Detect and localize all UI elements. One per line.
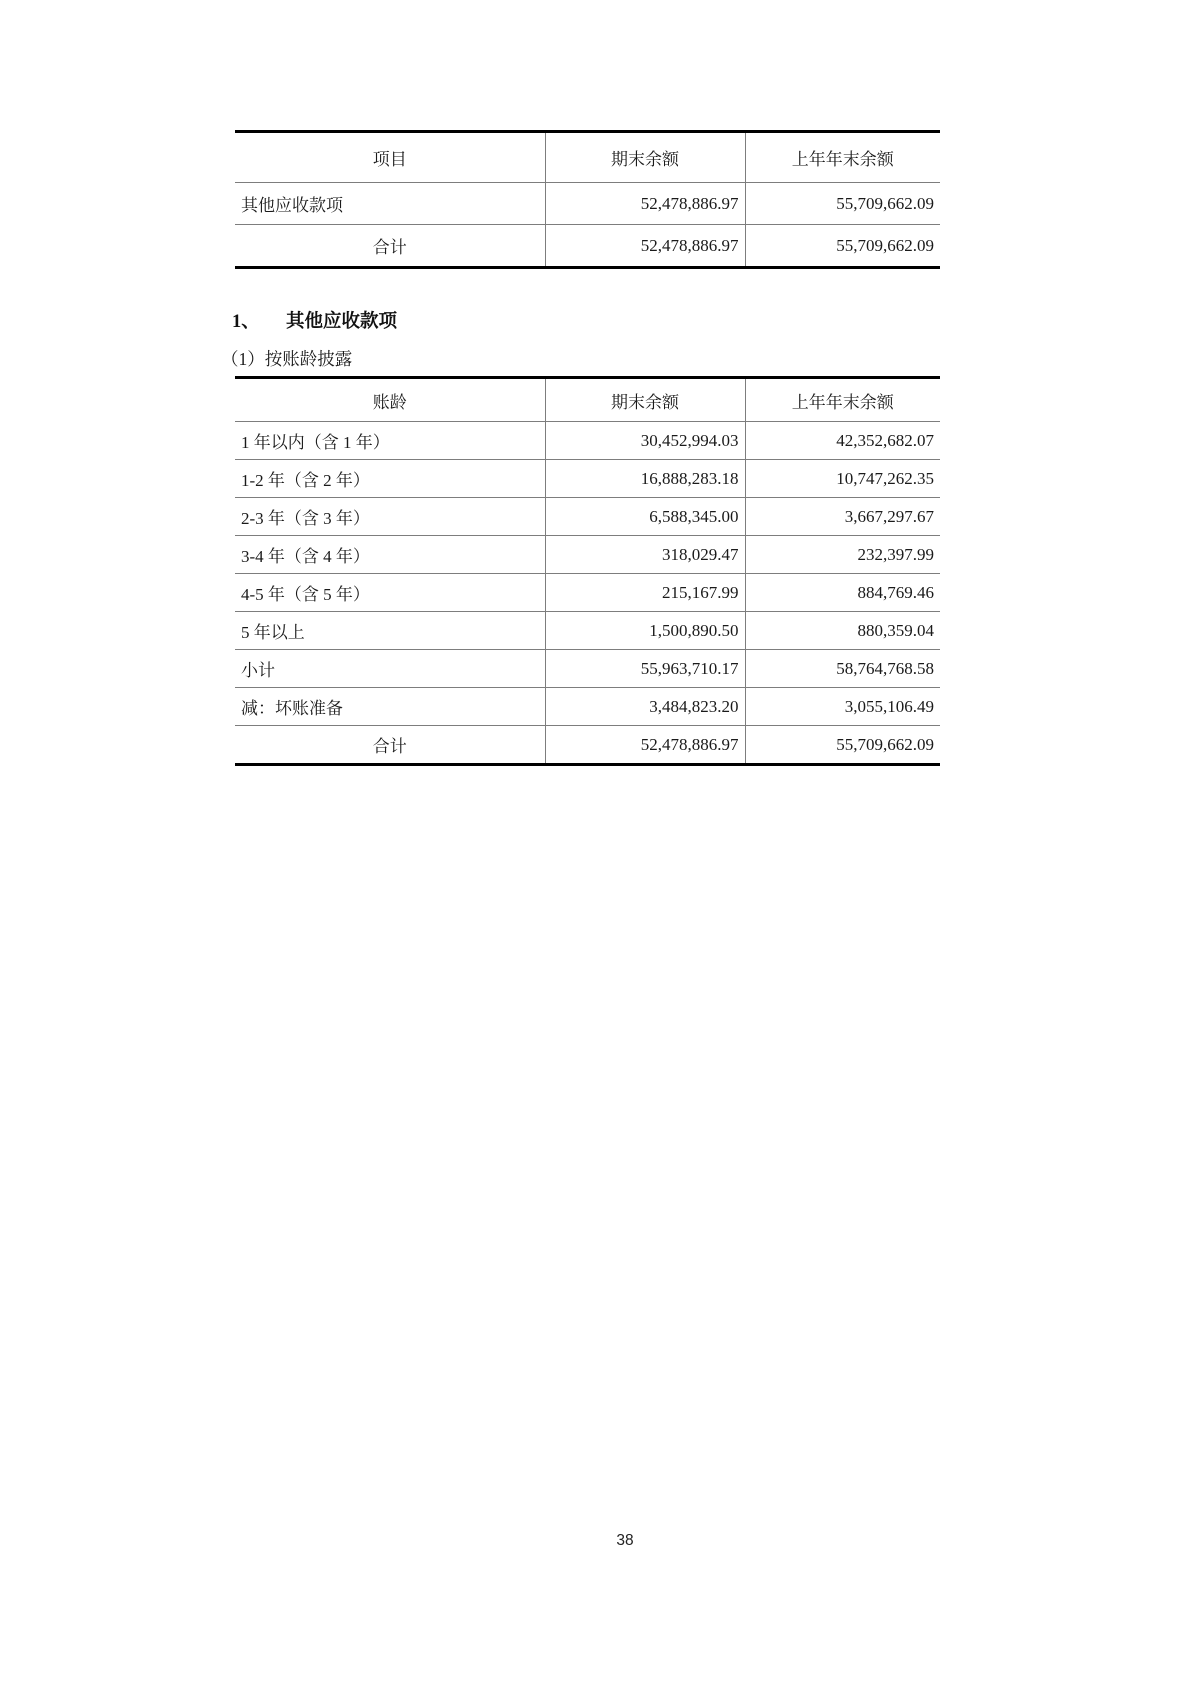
aging-table-header-row — [235, 378, 940, 422]
row-label: 减：坏账准备 — [235, 688, 545, 726]
prior-year-balance-value: 55,709,662.09 — [745, 225, 940, 268]
row-label: 5 年以上 — [235, 612, 545, 650]
row-label: 4-5 年（含 5 年） — [235, 574, 545, 612]
ending-balance-value: 16,888,283.18 — [545, 460, 745, 498]
ending-balance-value: 52,478,886.97 — [545, 225, 745, 268]
prior-year-balance-value: 55,709,662.09 — [745, 726, 940, 765]
prior-year-balance-value: 42,352,682.07 — [745, 422, 940, 460]
ending-balance-value: 3,484,823.20 — [545, 688, 745, 726]
ending-balance-value: 52,478,886.97 — [545, 726, 745, 765]
table-row — [235, 688, 940, 726]
table-row — [235, 498, 940, 536]
prior-year-balance-value: 880,359.04 — [745, 612, 940, 650]
summary-table-header-row — [235, 132, 940, 183]
prior-year-balance-value: 3,055,106.49 — [745, 688, 940, 726]
table-row — [235, 422, 940, 460]
ending-balance-value: 55,963,710.17 — [545, 650, 745, 688]
summary-table — [235, 130, 940, 269]
row-label: 3-4 年（含 4 年） — [235, 536, 545, 574]
page-number: 38 — [616, 1532, 634, 1549]
ending-balance-value: 1,500,890.50 — [545, 612, 745, 650]
prior-year-balance-value: 10,747,262.35 — [745, 460, 940, 498]
row-label: 其他应收款项 — [235, 183, 545, 225]
row-label: 合计 — [372, 737, 407, 756]
column-header-item: 项目 — [235, 132, 545, 183]
prior-year-balance-value: 3,667,297.67 — [745, 498, 940, 536]
prior-year-balance-value: 884,769.46 — [745, 574, 940, 612]
column-header-ending-balance: 期末余额 — [545, 132, 745, 183]
ending-balance-value: 318,029.47 — [545, 536, 745, 574]
prior-year-balance-value: 232,397.99 — [745, 536, 940, 574]
aging-table — [235, 376, 940, 766]
table-row — [235, 612, 940, 650]
row-label: 合计 — [372, 238, 407, 257]
row-label: 1-2 年（含 2 年） — [235, 460, 545, 498]
column-header-ending-balance: 期末余额 — [545, 378, 745, 422]
prior-year-balance-value: 55,709,662.09 — [745, 183, 940, 225]
column-header-aging: 账龄 — [235, 378, 545, 422]
section-number: 1、 — [232, 312, 260, 332]
prior-year-balance-value: 58,764,768.58 — [745, 650, 940, 688]
row-label: 小计 — [235, 650, 545, 688]
ending-balance-value: 30,452,994.03 — [545, 422, 745, 460]
row-label: 1 年以内（含 1 年） — [235, 422, 545, 460]
table-row — [235, 574, 940, 612]
section-heading — [232, 307, 1200, 333]
table-row-subtotal — [235, 650, 940, 688]
table-row-total — [235, 726, 940, 765]
ending-balance-value: 52,478,886.97 — [545, 183, 745, 225]
table-row — [235, 183, 940, 225]
section-title: 其他应收款项 — [286, 312, 398, 332]
column-header-prior-year-balance: 上年年末余额 — [745, 378, 940, 422]
ending-balance-value: 6,588,345.00 — [545, 498, 745, 536]
column-header-prior-year-balance: 上年年末余额 — [745, 132, 940, 183]
subsection-heading: （1）按账龄披露 — [221, 349, 353, 369]
table-row-total — [235, 225, 940, 268]
row-label: 2-3 年（含 3 年） — [235, 498, 545, 536]
table-row — [235, 460, 940, 498]
ending-balance-value: 215,167.99 — [545, 574, 745, 612]
table-row — [235, 536, 940, 574]
